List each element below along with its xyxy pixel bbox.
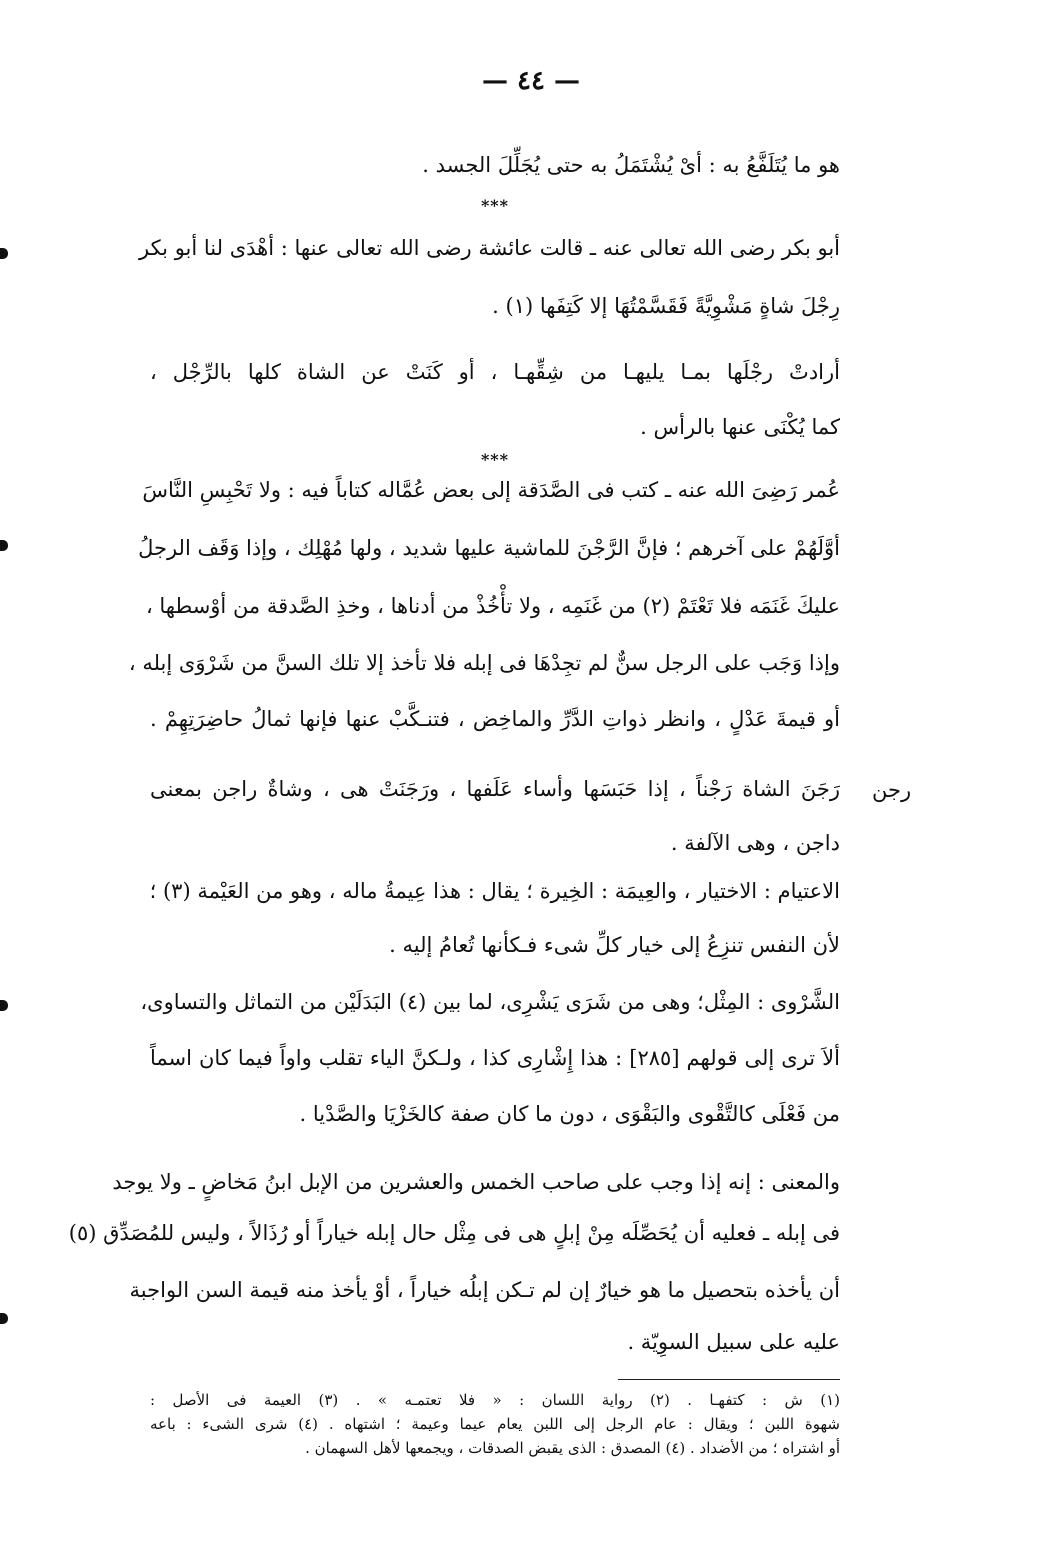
page-number: — ٤٤ —	[481, 66, 581, 96]
footnote-line: (١) ش : كتفهـا . (٢) رواية اللسان : « فلا تعتمـه » . (٣) العيمة فى الأصل :	[150, 1391, 841, 1409]
text-line: أوَّلَهُمْ على آخرهم ؛ فإنَّ الرَّجْنَ للماشية عليها شديد ، ولها مُهْلِك ، وإذا وَقَف الرجلُ	[138, 536, 840, 560]
text-line: عليه على سبيل السوِيّة .	[627, 1330, 840, 1354]
text-line: عُمر رَضِىَ الله عنه ـ كتب فى الصَّدَقة إلى بعض عُمَّاله كتاباً فيه : ولا تَحْبِسِ النَّاسَ	[142, 478, 840, 502]
section-separator: ***	[480, 196, 510, 215]
text-line: وإذا وَجَب على الرجل سنٌّ لم تجِدْهَا فى إبله فلا تأخذ إلا تلك السنَّ من شَرْوَى إبله ،	[128, 651, 840, 675]
text-line: داجن ، وهى الآلفة .	[670, 831, 840, 855]
text-line: عليكَ غَنَمَه فلا تَعْتَمْ (٢) من غَنَمِه ، ولا تأْخُذْ من أدناها ، وخذِ الصَّدقة من أوْسطها ،	[145, 594, 840, 618]
binding-mark	[0, 1000, 8, 1011]
margin-keyword: رجن	[872, 778, 912, 802]
text-line: ألاَ ترى إلى قولهم [٢٨٥] : هذا إِشْارِى كذا ، ولـكنَّ الياء تقلب واواً فيما كان اسماً	[150, 1046, 840, 1070]
binding-mark	[0, 540, 8, 551]
text-line: رِجْلَ شاةٍ مَشْوِيَّةً فَقَسَّمْتُهَا إلا كَتِفَها (١) .	[492, 294, 840, 318]
text-line: كما يُكْنَى عنها بالرأس .	[640, 415, 840, 439]
footnote-line: شهوة اللبن ؛ ويقال : عام الرجل إلى اللبن يعام عيما وعيمة ؛ اشتهاه . (٤) شرى الشىء : باعه	[150, 1415, 840, 1433]
text-line: الشَّرْوى : المِثْل؛ وهى من شَرَى يَشْرِى، لما بين (٤) البَدَلَيْن من التماثل والتساوى،	[140, 990, 840, 1014]
text-line: والمعنى : إنه إذا وجب على صاحب الخمس والعشرين من الإبل ابنُ مَخاضٍ ـ ولا يوجد	[112, 1170, 840, 1194]
text-line: أو قيمةَ عَدْلٍ ، وانظر ذواتِ الدَّرِّ والماخِض ، فتنـكَّبْ عنها فإنها ثمالُ حاضِرَتِهِمْ .	[150, 707, 840, 731]
text-line: أن يأخذه بتحصيل ما هو خيارٌ إن لم تـكن إبلُه خياراً ، أوْ يأخذ منه قيمة السن الواجبة	[129, 1278, 840, 1302]
text-line: لأن النفس تنزِعُ إلى خيار كلِّ شىء فـكأنها تُعامُ إليه .	[389, 933, 840, 957]
text-line: أرادتْ رجْلَها بمـا يليهـا من شِقِّهـا ، أو كَنَتْ عن الشاة كلها بالرِّجْل ،	[150, 360, 840, 384]
footnotes	[150, 1388, 840, 1460]
footnote-line: أو اشتراه ؛ من الأضداد . (٤) المصدق : الذى يقبض الصدقات ، ويجمعها لأهل السهمان .	[305, 1439, 840, 1457]
text-line: الاعتيام : الاختيار ، والعِيمَة : الخِيرة ؛ يقال : هذا عِيمةُ ماله ، وهو من العَيْمة (٣) ؛	[149, 879, 840, 903]
text-line: رَجَنَ الشاة رَجْناً ، إذا حَبَسَها وأساء عَلَفها ، ورَجَنَتْ هى ، وشاةٌ راجن بمعنى	[150, 777, 840, 801]
text-line: هو ما يُتَلَفَّعُ به : أىْ يُشْتَمَلُ به حتى يُجَلِّلَ الجسد .	[422, 153, 840, 177]
binding-mark	[0, 248, 8, 259]
footnote-divider	[618, 1379, 840, 1380]
text-line: من فَعْلَى كالتَّقْوى والبَقْوَى ، دون ما كان صفة كالخَزْيَا والصَّدْيا .	[299, 1102, 840, 1126]
text-line: فى إبله ـ فعليه أن يُحَصِّلَه مِنْ إبلٍ هى فى مِثْل حال إبله خياراً أو رُذَالاً ، وليس للمُصَدِّق (٥)	[68, 1221, 840, 1245]
text-line: أبو بكر رضى الله تعالى عنه ـ قالت عائشة رضى الله تعالى عنها : أهْدَى لنا أبو بكر	[138, 236, 840, 260]
section-separator: ***	[480, 450, 510, 469]
binding-mark	[0, 1313, 8, 1324]
